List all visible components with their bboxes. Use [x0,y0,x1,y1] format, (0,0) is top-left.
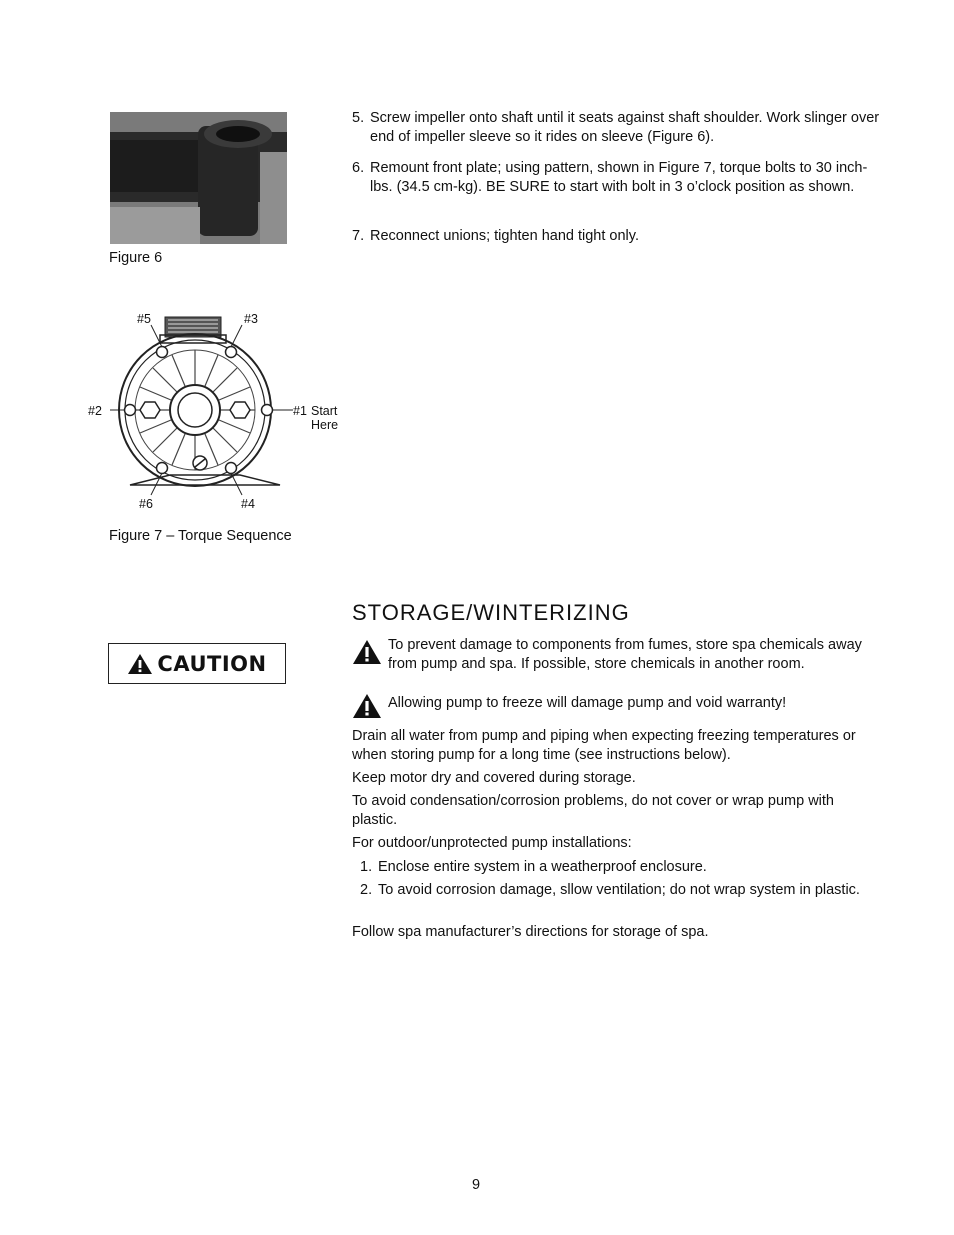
warning-fumes [352,636,882,673]
page-number: 9 [472,1177,481,1193]
bolt-label-3: #3 [244,312,258,326]
step-number: 6. [352,160,365,176]
subitem-number: 2. [360,882,373,898]
warning-triangle-icon [352,693,382,719]
warning-text: To prevent damage to components from fumes, store spa chemicals away from pump and spa. If possible, store chemicals in another room. [388,637,862,672]
warning-triangle-icon [127,653,153,675]
warning-freeze [352,694,882,713]
torque-sequence-diagram [110,305,300,505]
here-label: Here [311,418,339,432]
subitem-text: To avoid corrosion damage, sllow ventilation; do not wrap system in plastic. [378,882,860,898]
step-text: Remount front plate; using pattern, shown in Figure 7, torque bolts to 30 inch-lbs. (34.5 cm-kg). BE SURE to start with bolt in 3 o’clock position as shown. [370,160,868,195]
step-5 [352,109,882,146]
subitem-number: 1. [360,859,373,875]
subitem-text: Enclose entire system in a weatherproof enclosure. [378,859,707,875]
caution-text: CAUTION [157,651,267,676]
paragraph-motor: Keep motor dry and covered during storage. [352,770,636,786]
paragraph-drain: Drain all water from pump and piping when expecting freezing temperatures or when storing pump for a long time (see instructions below). [352,728,856,763]
figure6-caption: Figure 6 [109,250,163,266]
figure7-caption: Figure 7 – Torque Sequence [109,528,292,544]
pump-photo-image [110,112,287,244]
step-number: 5. [352,110,365,126]
bolt-label-5: #5 [137,312,151,326]
start-label: Start [311,404,338,418]
step-number: 7. [352,228,365,244]
subitem-1 [360,858,880,877]
step-7 [352,227,882,246]
warning-triangle-icon [352,639,382,665]
bolt-label-1: #1 [293,404,307,418]
step-text: Reconnect unions; tighten hand tight only. [370,228,639,244]
step-6 [352,159,882,196]
paragraph-condensation: To avoid condensation/corrosion problems, do not cover or wrap pump with plastic. [352,793,834,828]
subitem-2 [360,881,880,900]
figure6-photo [110,112,287,244]
paragraph-outdoor: For outdoor/unprotected pump installations: [352,835,632,851]
bolt-label-2: #2 [88,404,102,418]
caution-label [108,643,286,684]
step-text: Screw impeller onto shaft until it seats against shaft shoulder. Work slinger over end of impeller sleeve so it rides on sleeve (Figure 6). [370,110,880,145]
bolt-label-6: #6 [139,497,153,511]
bolt-label-4: #4 [241,497,255,511]
section-heading: STORAGE/WINTERIZING [352,600,630,625]
paragraph-spa: Follow spa manufacturer’s directions for storage of spa. [352,924,709,940]
warning-text: Allowing pump to freeze will damage pump and void warranty! [388,695,787,711]
